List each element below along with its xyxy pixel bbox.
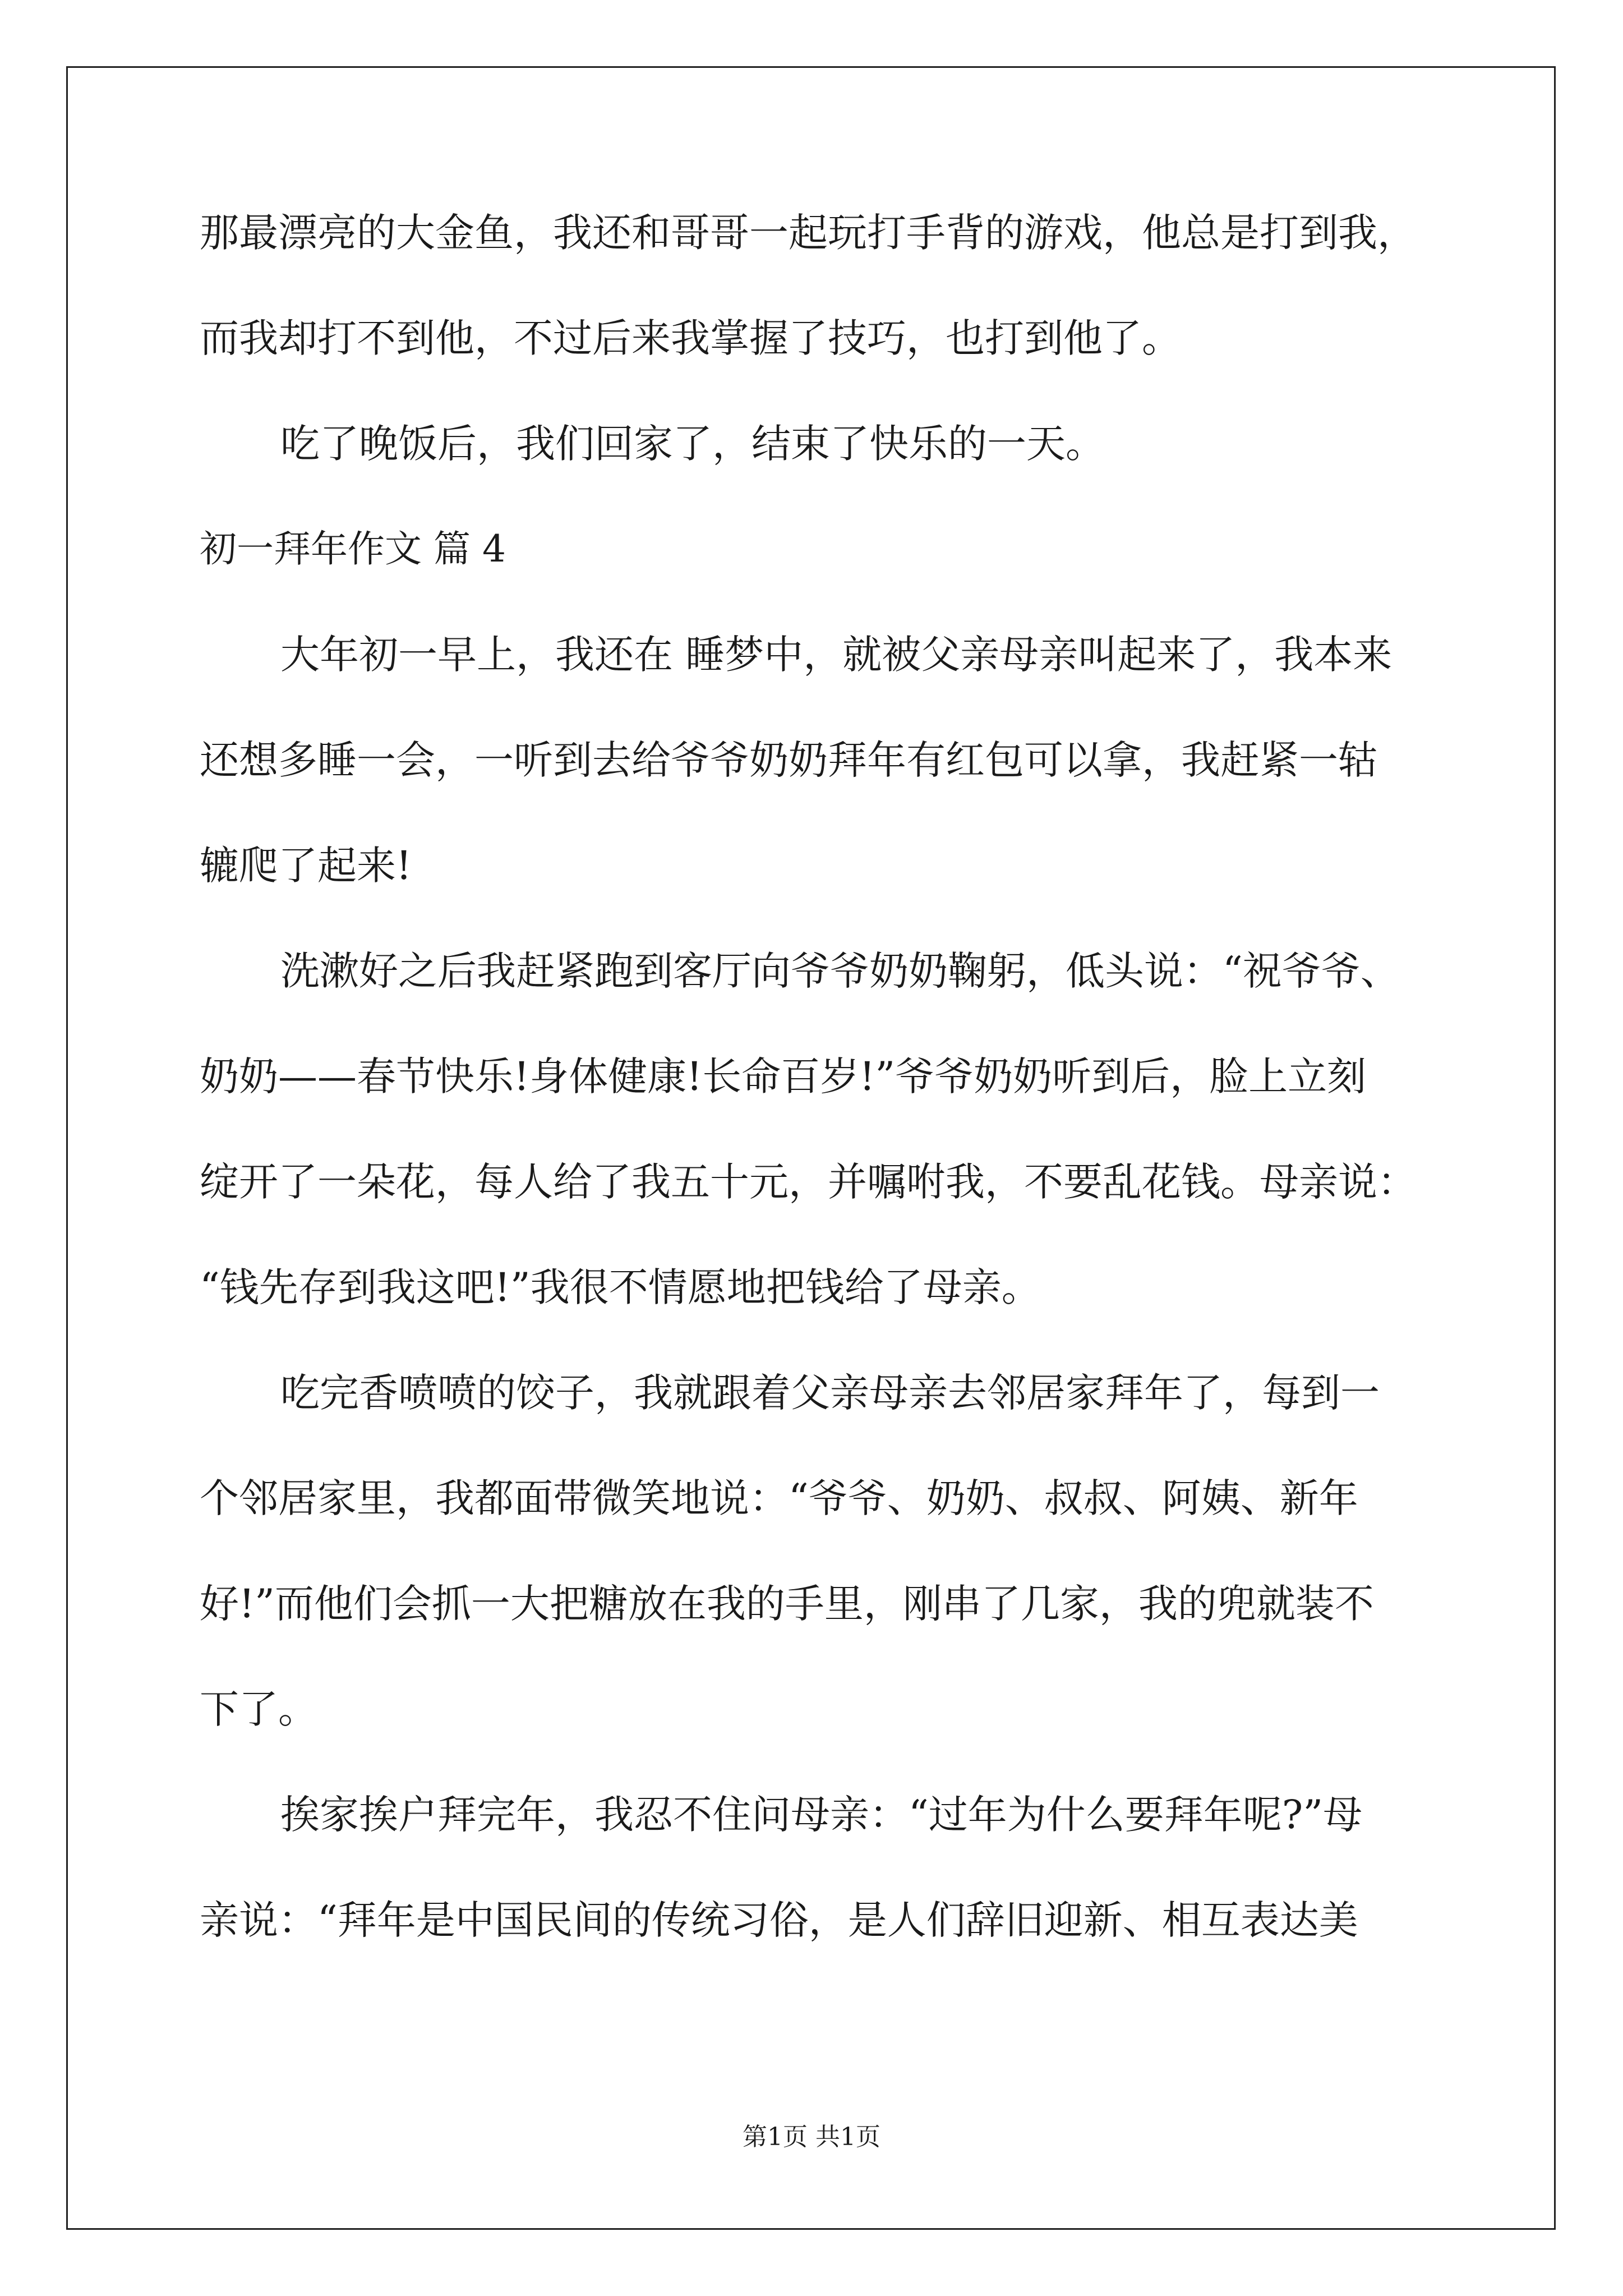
text-line-9: 奶奶——春节快乐!身体健康!长命百岁!”爷爷奶奶听到后，脸上立刻 <box>200 1053 1367 1099</box>
text-line-16: 挨家挨户拜完年，我忍不住问母亲：“过年为什么要拜年呢?”母 <box>280 1792 1363 1838</box>
text-line-2: 而我却打不到他，不过后来我掌握了技巧，也打到他了。 <box>200 315 1181 361</box>
text-line-8: 洗漱好之后我赶紧跑到客厅向爷爷奶奶鞠躬，低头说：“祝爷爷、 <box>280 948 1400 994</box>
text-line-10: 绽开了一朵花，每人给了我五十元，并嘱咐我，不要乱花钱。母亲说： <box>200 1159 1417 1205</box>
text-line-11: “钱先存到我这吧!”我很不情愿地把钱给了母亲。 <box>200 1264 1041 1310</box>
text-line-12: 吃完香喷喷的饺子，我就跟着父亲母亲去邻居家拜年了，每到一 <box>280 1370 1380 1416</box>
text-line-7: 辘爬了起来! <box>200 843 412 889</box>
page-number-footer: 第1页 共1页 <box>743 2123 880 2151</box>
text-line-1: 那最漂亮的大金鱼，我还和哥哥一起玩打手背的游戏，他总是打到我， <box>200 210 1417 256</box>
document-body <box>200 205 1428 1998</box>
text-line-14: 好!”而他们会抓一大把糖放在我的手里，刚串了几家，我的兜就装不 <box>200 1581 1374 1627</box>
text-line-5: 大年初一早上，我还在 睡梦中，就被父亲母亲叫起来了，我本来 <box>280 632 1393 678</box>
text-line-13: 个邻居家里，我都面带微笑地说：“爷爷、奶奶、叔叔、阿姨、新年 <box>200 1475 1358 1521</box>
section-heading: 初一拜年作文 篇 4 <box>200 527 506 570</box>
text-line-6: 还想多睡一会，一听到去给爷爷奶奶拜年有红包可以拿，我赶紧一轱 <box>200 737 1377 783</box>
text-line-3: 吃了晚饭后，我们回家了，结束了快乐的一天。 <box>280 421 1105 467</box>
text-line-17: 亲说：“拜年是中国民间的传统习俗，是人们辞旧迎新、相互表达美 <box>200 1897 1358 1943</box>
text-line-15: 下了。 <box>200 1686 317 1732</box>
